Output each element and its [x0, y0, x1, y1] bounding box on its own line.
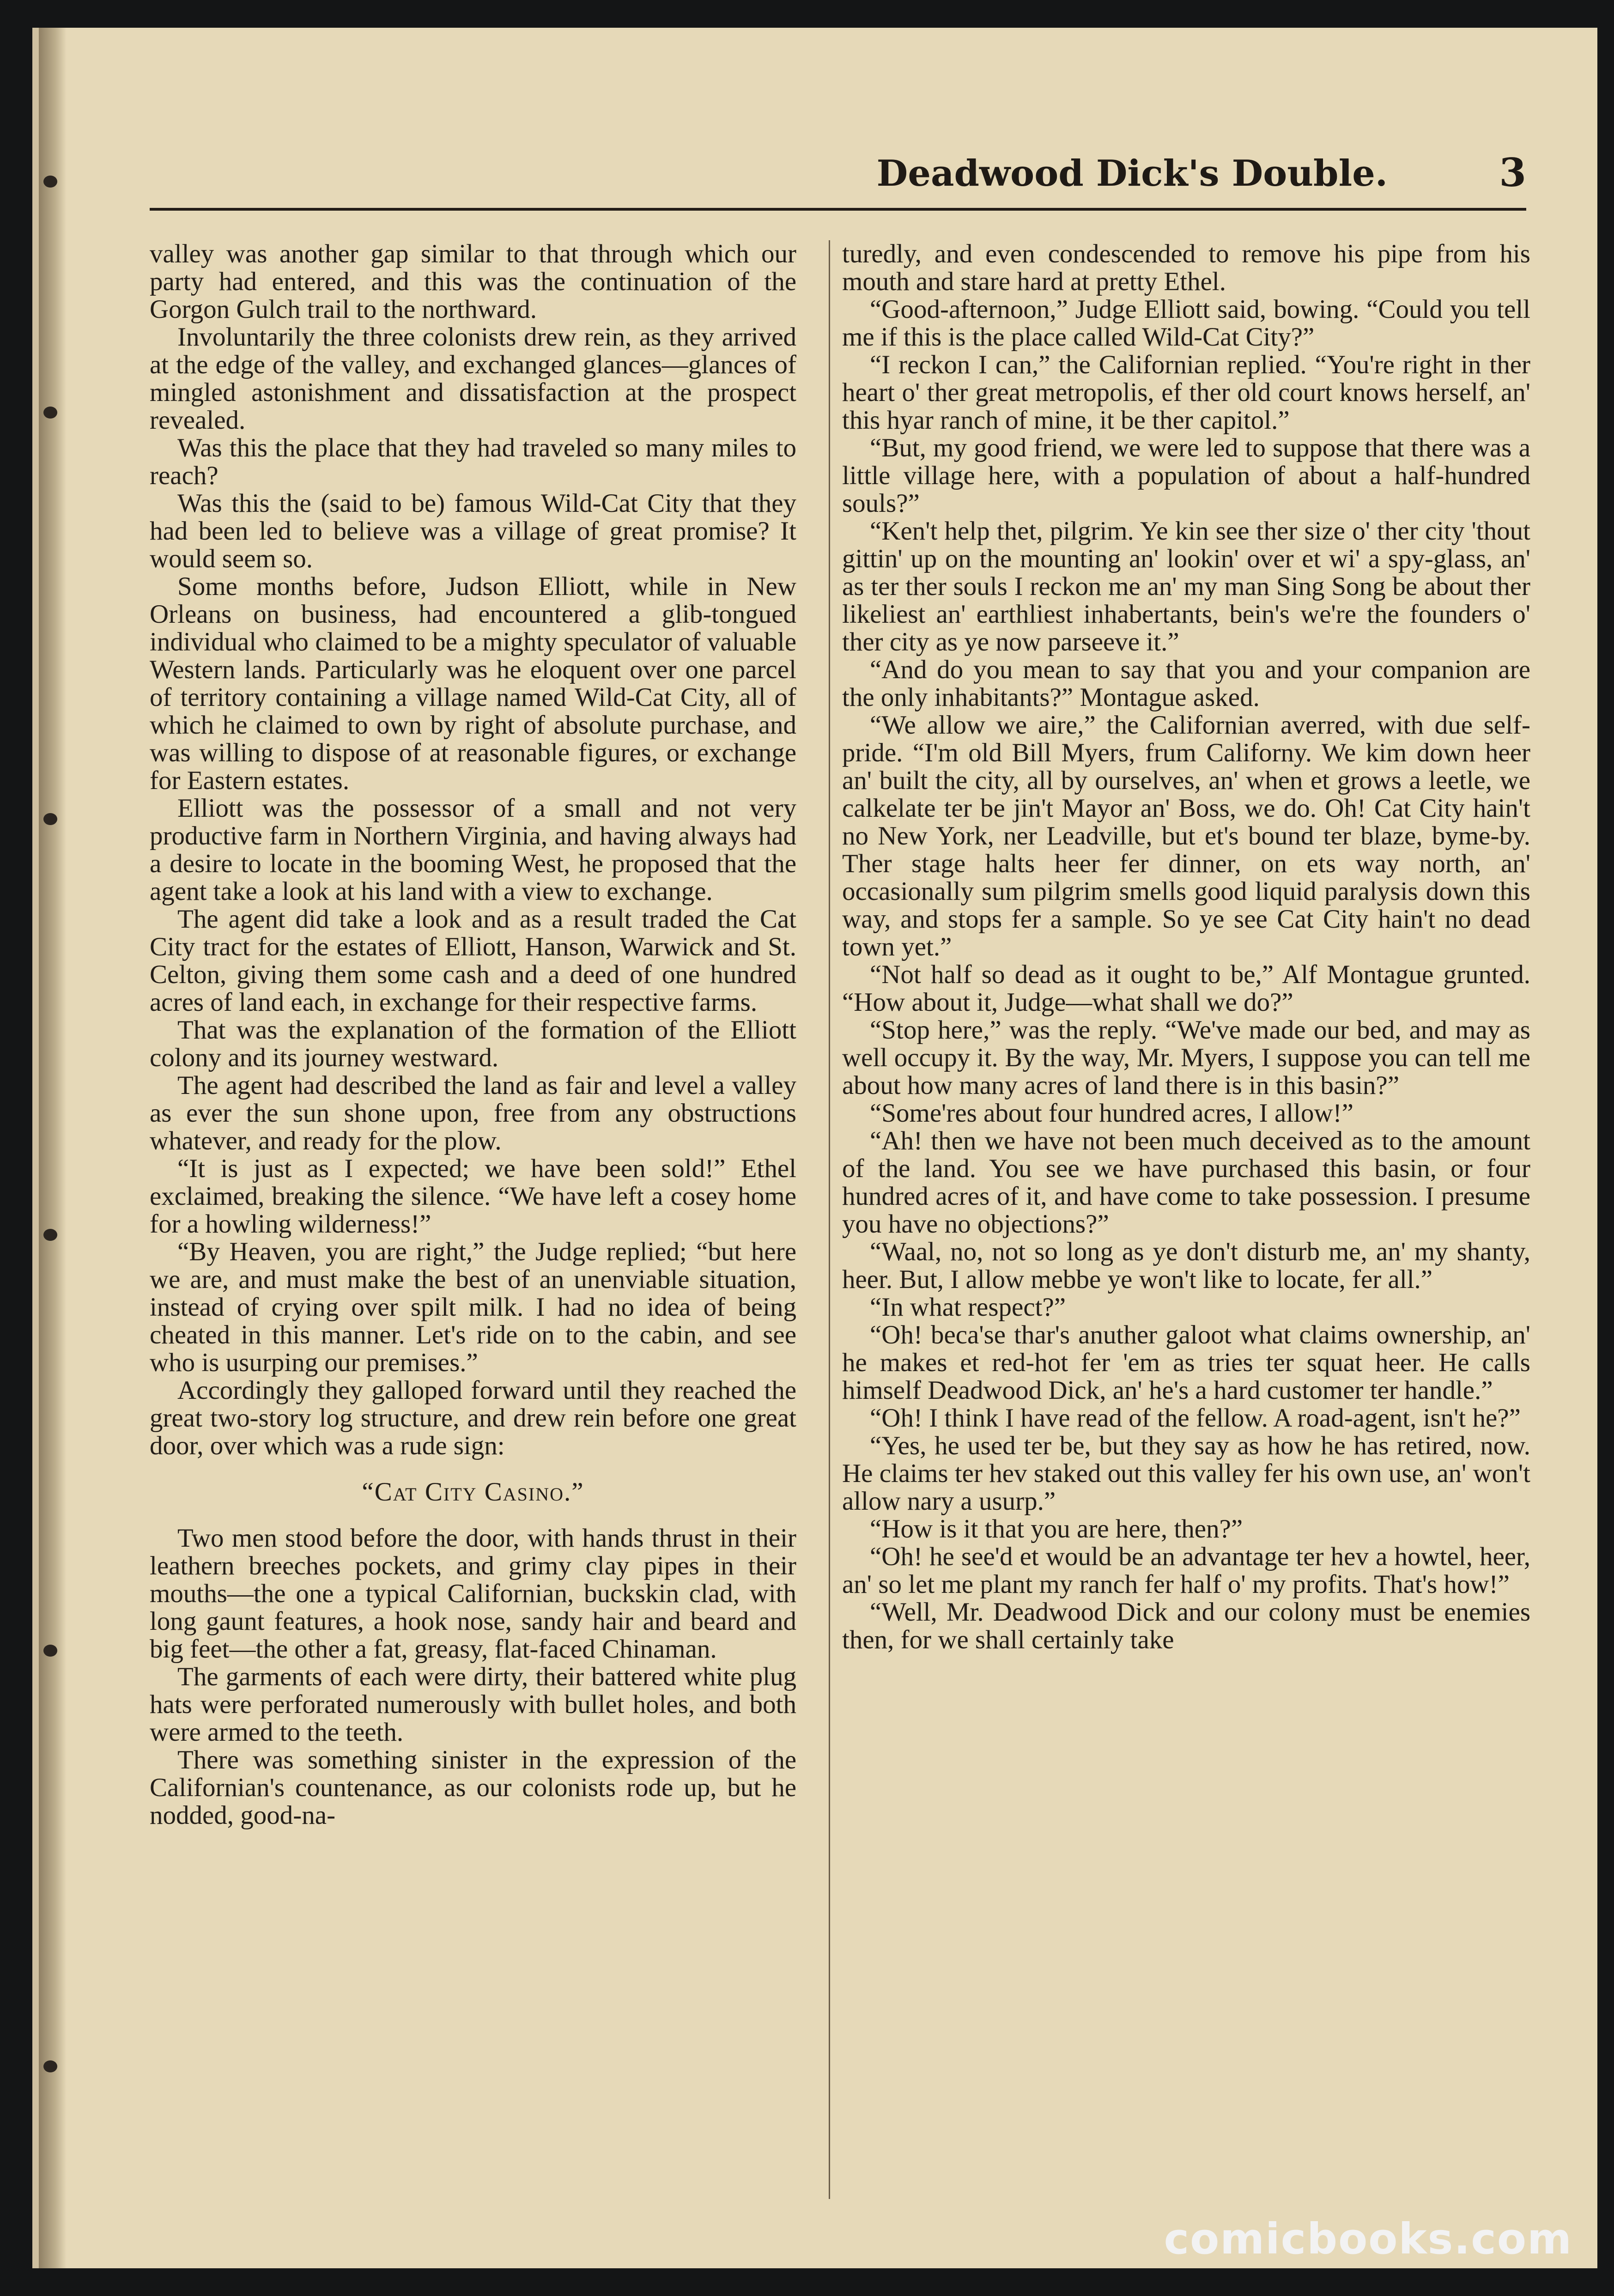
- stitch-hole: [43, 2060, 57, 2072]
- paragraph: “We allow we aire,” the Californian averred, with due self-pride. “I'm old Bill Myers, frum Californy. We kim down heer an' built the city, all by ourselves, an' when et grows a leetle, we calkelate ter be jin't Mayor an' Boss, we do. Oh! Cat City hain't no New York, ner Leadville, but et's bound ter blaze, byme-by. Ther stage halts heer fer dinner, on ets way north, an' occasionally sum pilgrim smells good liquid paralysis down this way, and stops fer a sample. So ye see Cat City hain't no dead town yet.”: [842, 711, 1530, 961]
- paragraph: Was this the (said to be) famous Wild-Cat City that they had been led to believe was a village of great promise? It would seem so.: [150, 489, 796, 573]
- right-column: [829, 240, 1530, 2199]
- paragraph: “Oh! he see'd et would be an advantage ter hev a howtel, heer, an' so let me plant my ranch fer half o' my profits. That's how!”: [842, 1542, 1530, 1599]
- paragraph: Elliott was the possessor of a small and not very productive farm in Northern Virginia, and having always had a desire to locate in the booming West, he proposed that the agent take a look at his land with a view to exchange.: [150, 794, 796, 906]
- paragraph: “Some'res about four hundred acres, I allow!”: [870, 1099, 1353, 1128]
- stitch-hole: [43, 813, 57, 825]
- paragraph: “Good-afternoon,” Judge Elliott said, bowing. “Could you tell me if this is the place called Wild-Cat City?”: [842, 295, 1530, 352]
- paragraph: “It is just as I expected; we have been sold!” Ethel exclaimed, breaking the silence. “We have left a cosey home for a howling wilderness!”: [150, 1154, 796, 1239]
- paragraph: “Ken't help thet, pilgrim. Ye kin see ther size o' ther city 'thout gittin' up on the mounting an' lookin' over et wi' a spy-glass, an' as ter ther souls I reckon me an' my man Sing Song be about ther likeliest an' earthliest inhabertants, bein's we're the founders o' ther city as ye now parseeve it.”: [842, 516, 1530, 656]
- paragraph: “Oh! beca'se thar's anuther galoot what claims ownership, an' he makes et red-hot fer 'em as tries ter squat heer. He calls himself Deadwood Dick, an' he's a hard customer ter handle.”: [842, 1320, 1530, 1405]
- paragraph: “By Heaven, you are right,” the Judge replied; “but here we are, and must make the best of an unenviable situation, instead of crying over spilt milk. I had no idea of being cheated in this manner. Let's ride on to the cabin, and see who is usurping our premises.”: [150, 1237, 796, 1377]
- running-title: Deadwood Dick's Double.: [876, 152, 1388, 194]
- paragraph: “In what respect?”: [870, 1293, 1066, 1322]
- paragraph: There was something sinister in the expression of the Californian's countenance, as our colonists rode up, but he nodded, good-na-: [150, 1745, 796, 1830]
- paragraph: Was this the place that they had traveled so many miles to reach?: [150, 433, 796, 490]
- paragraph: “Yes, he used ter be, but they say as how he has retired, now. He claims ter hev staked out this valley fer his own use, an' won't allow nary a usurp.”: [842, 1431, 1530, 1516]
- stitch-hole: [43, 1645, 57, 1657]
- paragraph: valley was another gap similar to that through which our party had entered, and this was the continuation of the Gorgon Gulch trail to the northward.: [150, 240, 796, 324]
- paragraph: “But, my good friend, we were led to suppose that there was a little village here, with a population of about a half-hundred souls?”: [842, 433, 1530, 518]
- site-watermark: comicbooks.com: [1164, 2214, 1572, 2264]
- page-number: 3: [1499, 150, 1526, 195]
- paragraph: The agent had described the land as fair and level a valley as ever the sun shone upon, free from any obstructions whatever, and ready for the plow.: [150, 1071, 796, 1155]
- stitch-hole: [43, 407, 57, 419]
- paragraph: The garments of each were dirty, their battered white plug hats were perforated numerously with bullet holes, and both were armed to the teeth.: [150, 1662, 796, 1747]
- stitch-hole: [43, 1229, 57, 1241]
- paragraph: That was the explanation of the formation of the Elliott colony and its journey westward.: [150, 1015, 796, 1072]
- paragraph: The agent did take a look and as a result traded the Cat City tract for the estates of Elliott, Hanson, Warwick and St. Celton, giving them some cash and a deed of one hundred acres of land each, in exchange for their respective farms.: [150, 905, 796, 1017]
- paragraph: Some months before, Judson Elliott, while in New Orleans on business, had encountered a glib-tongued individual who claimed to be a mighty speculator of valuable Western lands. Particularly was he eloquent over one parcel of territory containing a village named Wild-Cat City, all of which he claimed to own by right of absolute purchase, and was willing to dispose of at reasonable figures, or exchange for Eastern estates.: [150, 572, 796, 795]
- paragraph: “How is it that you are here, then?”: [870, 1514, 1243, 1543]
- paragraph: Accordingly they galloped forward until they reached the great two-story log structure, and drew rein before one great door, over which was a rude sign:: [150, 1376, 796, 1460]
- binding-gutter: [39, 28, 67, 2268]
- casino-sign: “Cat City Casino.”: [362, 1477, 584, 1506]
- paragraph: Two men stood before the door, with hands thrust in their leathern breeches pockets, and grimy clay pipes in their mouths—the one a typical Californian, buckskin clad, with long gaunt features, a hook nose, sandy hair and beard and big feet—the other a fat, greasy, flat-faced Chinaman.: [150, 1524, 796, 1664]
- paragraph: “Ah! then we have not been much deceived as to the amount of the land. You see we have purchased this basin, or four hundred acres of it, and have come to take possession. I presume you have no objections?”: [842, 1126, 1530, 1239]
- paragraph: turedly, and even condescended to remove his pipe from his mouth and stare hard at pretty Ethel.: [842, 240, 1530, 296]
- book-page: [32, 28, 1597, 2268]
- paragraph: Involuntarily the three colonists drew rein, as they arrived at the edge of the valley, and exchanged glances—glances of mingled astonishment and dissatisfaction at the prospect revealed.: [150, 322, 796, 435]
- paragraph: “Well, Mr. Deadwood Dick and our colony must be enemies then, for we shall certainly take: [842, 1597, 1530, 1654]
- paragraph: “Not half so dead as it ought to be,” Alf Montague grunted. “How about it, Judge—what shall we do?”: [842, 960, 1530, 1017]
- paragraph: “And do you mean to say that you and your companion are the only inhabitants?” Montague asked.: [842, 655, 1530, 712]
- left-column: [150, 240, 796, 2199]
- paragraph: “I reckon I can,” the Californian replied. “You're right in ther heart o' ther great metropolis, ef ther old court knows herself, an' this hyar ranch of mine, it be ther capitol.”: [842, 350, 1530, 435]
- paragraph: “Stop here,” was the reply. “We've made our bed, and may as well occupy it. By the way, Mr. Myers, I suppose you can tell me about how many acres of land there is in this basin?”: [842, 1015, 1530, 1100]
- page-header: [150, 134, 1526, 211]
- paragraph: “Waal, no, not so long as ye don't disturb me, an' my shanty, heer. But, I allow mebbe ye won't like to locate, fer all.”: [842, 1237, 1530, 1294]
- paragraph: “Oh! I think I have read of the fellow. A road-agent, isn't he?”: [870, 1403, 1521, 1433]
- stitch-hole: [43, 176, 57, 188]
